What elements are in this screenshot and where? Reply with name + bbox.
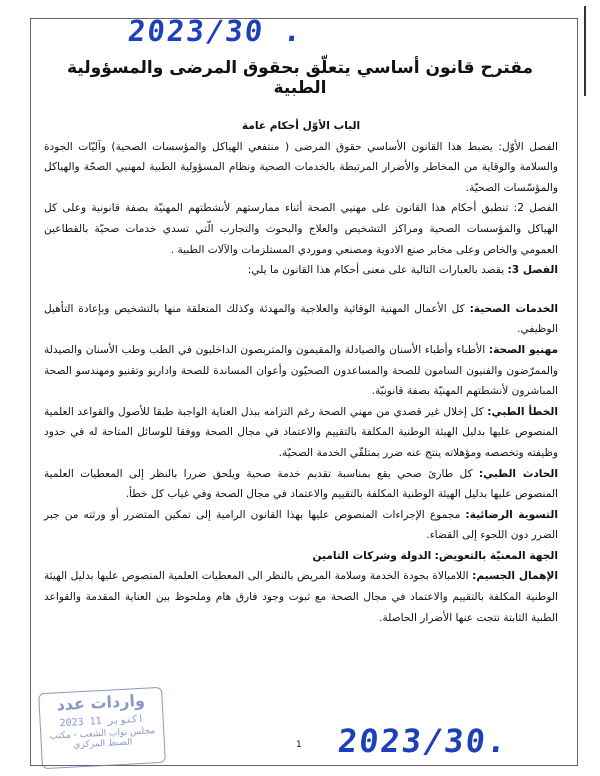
definition-term: الحادث الطبي: xyxy=(478,467,558,480)
chapter-1-label: الفصل الأوّل: xyxy=(498,140,558,153)
definition-text: الأطباء وأطباء الأسنان والصيادلة والمقيمون والمتربصون الداخليون في الطب وطب الأسنان والصيدلة والممرّضون والفنيون السامون للصحة والمساعدون الصحيّون وأعوان المساندة للصحة واداريو وتقنيو ومهندسو الصحة المباشرون لأنشطتهم المهنيّة بصفة قانونيّة. xyxy=(44,343,558,398)
chapter-2-label: الفصل 2: xyxy=(513,202,558,215)
definition-item xyxy=(44,566,558,628)
stamp-date: 2023 11 اكتوبر xyxy=(59,713,145,730)
definition-text: مجموع الإجراءات المنصوص عليها بهذا القانون الرامية إلى تمكين المتضرر أو ورثته من جبر الضرر دون اللجوء إلى القضاء. xyxy=(44,508,558,542)
chapter-1 xyxy=(44,137,558,199)
definition-term: الخدمات الصحية: xyxy=(469,302,559,315)
definition-text: كل طارئ صحي يقع بمناسبة تقديم خدمة صحية ويلحق ضررا بالنظر إلى المعطيات العلمية المنصوص عليها بدليل الهيئة الوطنية المكلفة بالتقييم والاعتماد في مجال الصحة وفي غياب كل خطأ. xyxy=(44,467,558,501)
definition-text: الدولة وشركات التامين xyxy=(312,549,432,562)
definition-item xyxy=(44,402,558,464)
definition-item xyxy=(44,546,558,567)
definition-item xyxy=(44,464,558,505)
stamp-label: واردات عدد xyxy=(56,690,146,715)
definition-item xyxy=(44,505,558,546)
definition-text: كل إخلال غير قصدي من مهني الصحة رغم التزامه ببذل العناية الواجبة طبقا للأصول والقواعد العلمية المنصوص عليها بدليل الهيئة الوطنية المكلفة بالتقييم والاعتماد في مجال الصحة ووفقا للوسائل المتاحة له في حدود وظيفته وتخصصه ومؤهلاته ينتج عنه ضرر بمتلقّي الخدمة الصحيّة. xyxy=(44,405,558,459)
stamp-office: مجلس نواب الشعب - مكتب الضبط المركزي xyxy=(49,726,156,751)
definition-term: الإهمال الجسيم: xyxy=(472,570,559,583)
chapter-heading: الباب الأوّل أحكام عامة xyxy=(241,120,361,132)
definition-term: مهنيو الصحة: xyxy=(488,343,559,356)
scan-edge-mark xyxy=(584,6,596,96)
definition-term: التسوية الرضائية: xyxy=(465,508,558,521)
handwritten-reference-top: 2023/30 . xyxy=(126,14,305,48)
definition-text: كل الأعمال المهنية الوقائية والعلاجية والمهدئة وكذلك المتعلقة منها بالتشخيص وبإعادة التأهيل الوظيفي. xyxy=(44,302,558,336)
definition-text: اللامبالاة بجودة الخدمة وسلامة المريض بالنظر الى المعطيات العلمية المنصوص عليها بدليل الهيئة الوطنية المكلفة بالتقييم والاعتماد في مجال الصحة مع ثبوت وجود فارق هام وملحوظ بين العناية المقدمة والقواعد الطبية الثابتة نتجت عنها الأضرار الحاصلة. xyxy=(44,570,558,624)
chapter-3-text: يقصد بالعبارات التالية على معنى أحكام هذا القانون ما يلي: xyxy=(247,264,505,277)
chapter-1-text: يضبط هذا القانون الأساسي حقوق المرضى ( منتفعي الهياكل والمؤسسات الصحية) وآليّات الجودة والسلامة والوقاية من المخاطر والأضرار المرتبطة بالخدمات الصحية ونظام المسؤولية الطبية لمهنيي الصحّة والهياكل والمؤسّسات الصحيّة. xyxy=(44,140,558,194)
definition-term: الجهة المعنيّة بالتعويض: xyxy=(434,549,558,562)
definition-item xyxy=(44,340,558,402)
document-title: مقترح قانون أساسي يتعلّق بحقوق المرضى والمسؤولية الطبية xyxy=(67,58,533,98)
spacer xyxy=(44,281,558,299)
handwritten-reference-bottom: 2023/30. xyxy=(336,722,511,760)
chapter-2 xyxy=(44,198,558,260)
page-number: 1 xyxy=(296,740,302,750)
definition-term: الخطأ الطبي: xyxy=(487,405,558,418)
receipt-stamp xyxy=(38,687,166,769)
definition-item xyxy=(44,299,558,340)
document-body xyxy=(44,116,558,628)
chapter-3 xyxy=(44,260,558,281)
chapter-3-label: الفصل 3: xyxy=(507,264,558,277)
chapter-2-text: تنطبق أحكام هذا القانون على مهنيي الصحة أثناء ممارستهم لأنشطتهم المهنيّة بصفة قانونية وعلى كل الهياكل والمؤسسات الصحية ومراكز التشخيص والعلاج والبحوث والتجارب الّتي تسدي خدمات صحيّة بالقطاعين العمومي والخاص وعلى مخابر صنع الادوية ومصنعي وموردي المستلزمات والآلات الطبية . xyxy=(44,202,558,256)
